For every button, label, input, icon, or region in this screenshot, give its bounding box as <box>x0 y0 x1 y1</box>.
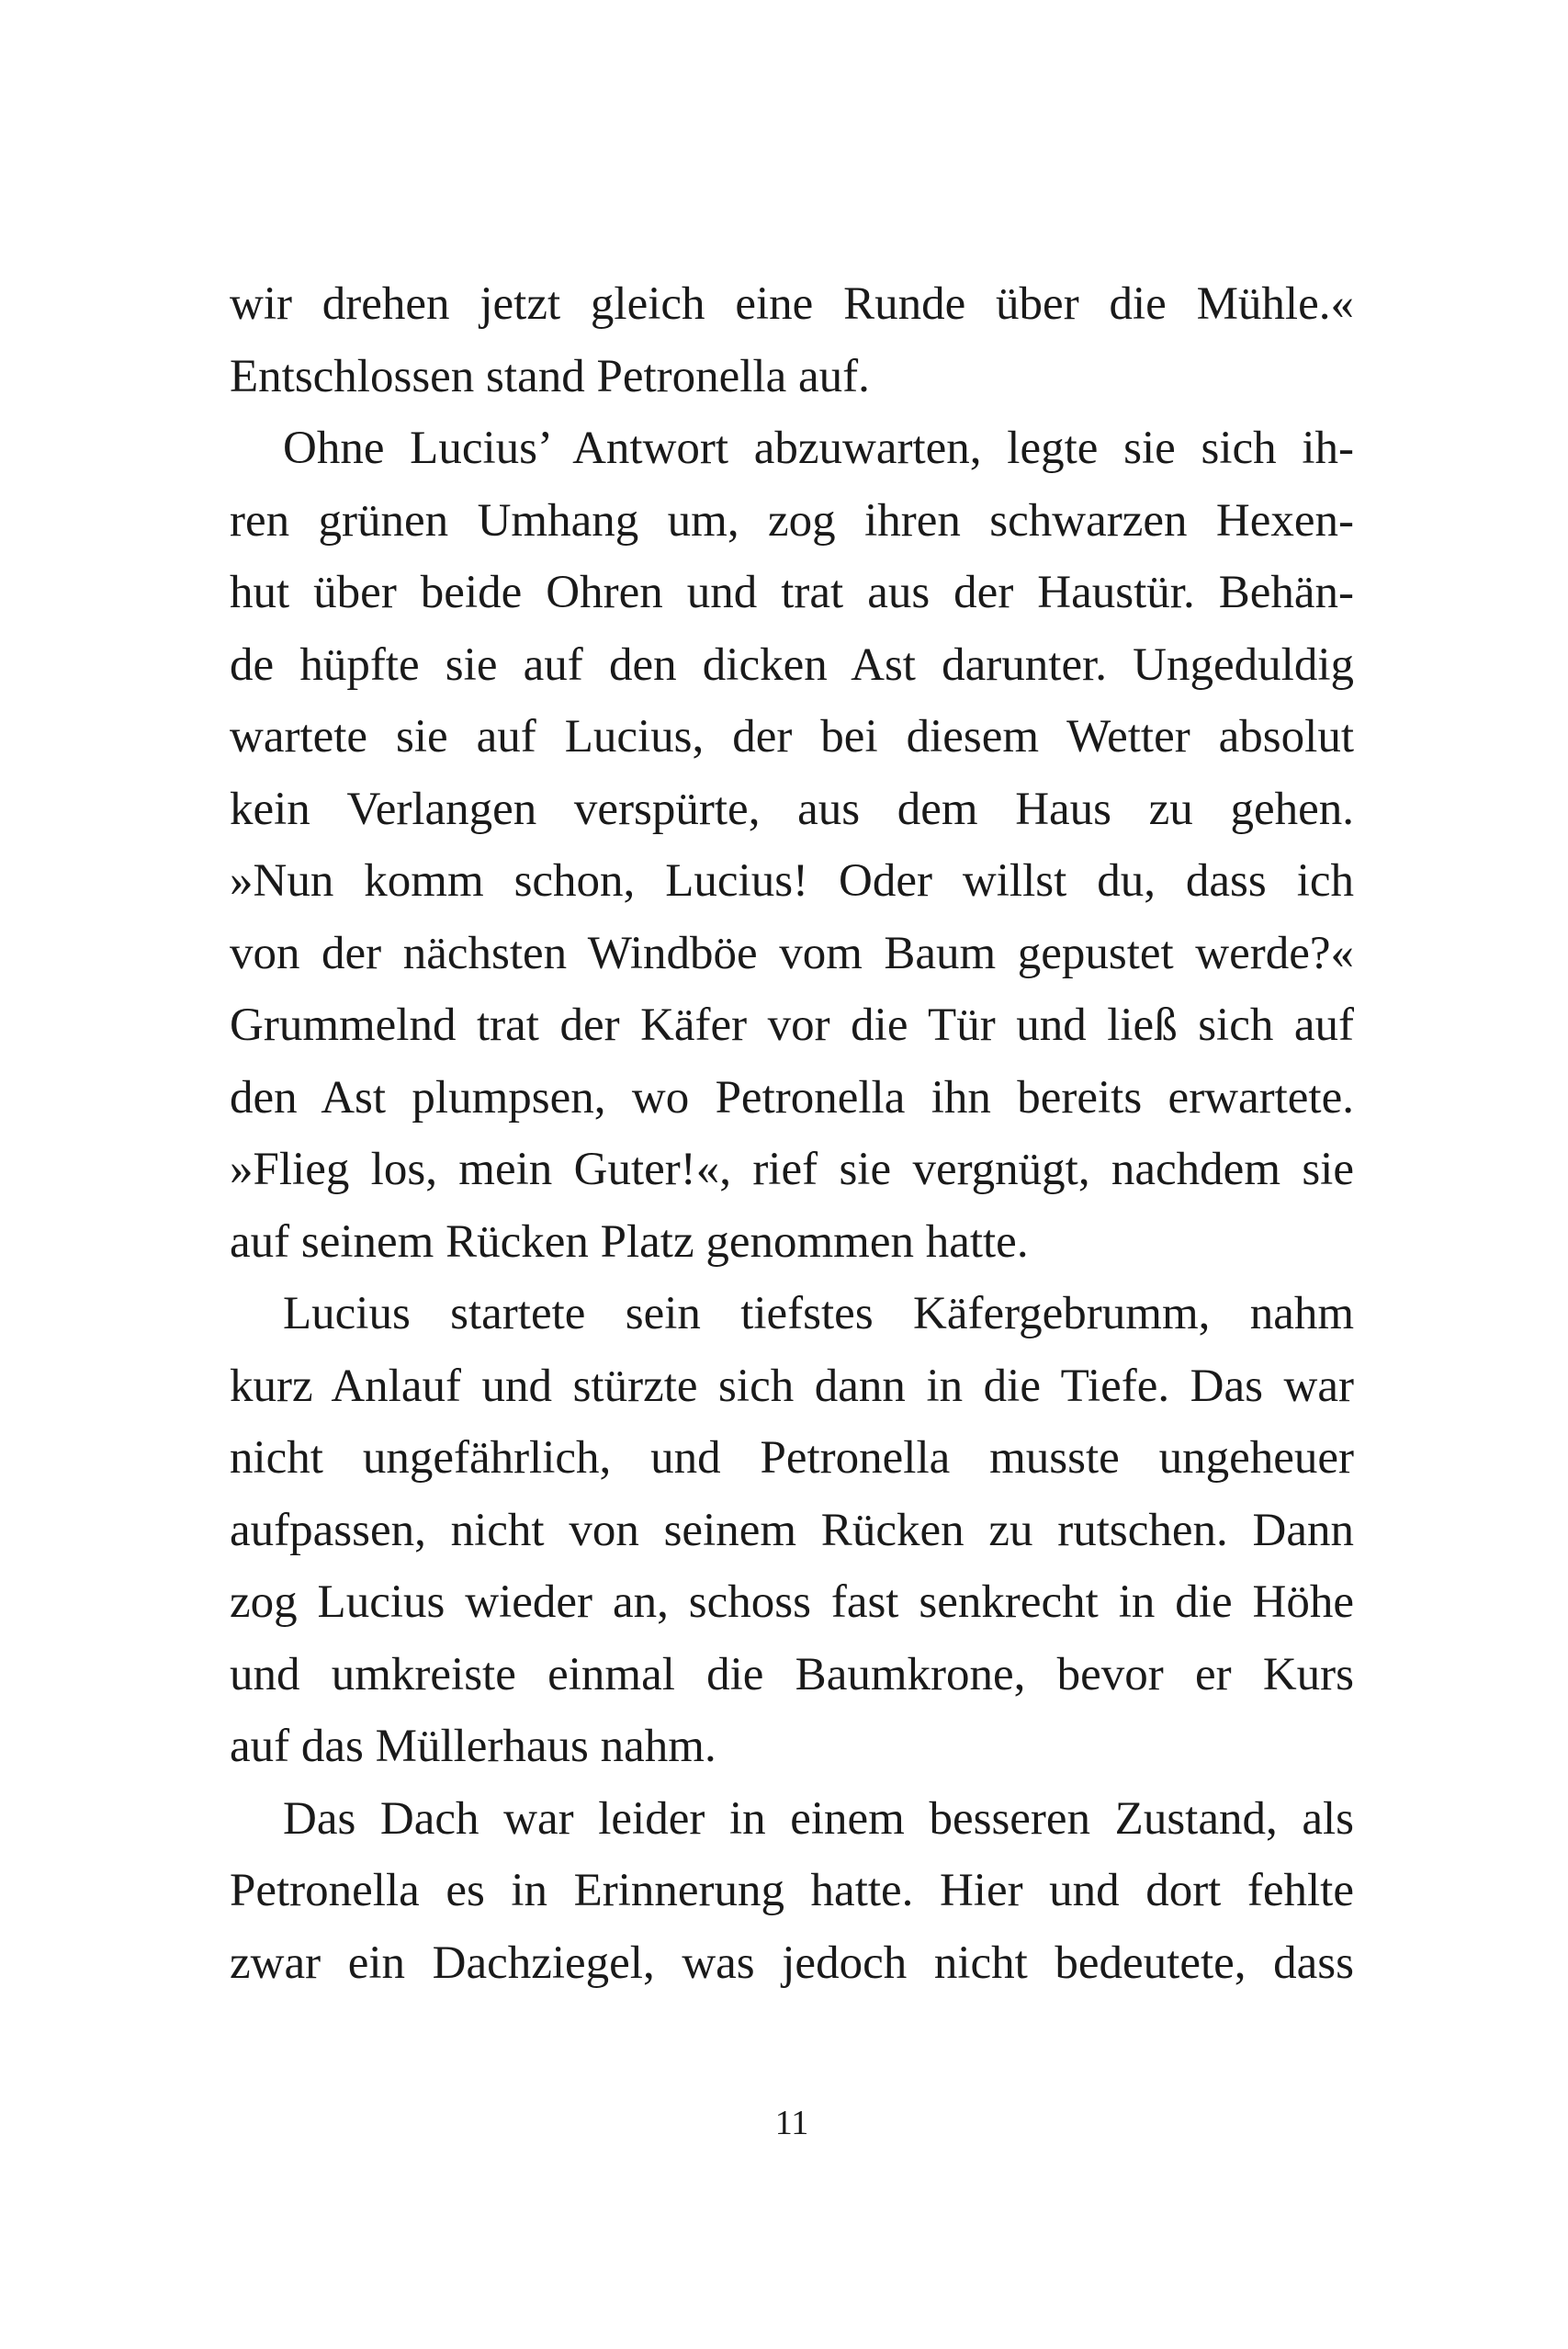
text-line: von der nächsten Windböe vom Baum gepustet werde?« <box>230 927 1354 979</box>
text-line: den Ast plumpsen, wo Petronella ihn bereits erwartete. <box>230 1071 1354 1124</box>
text-line: wartete sie auf Lucius, der bei diesem Wetter absolut <box>230 711 1354 762</box>
text-line: de hüpfte sie auf den dicken Ast darunter. Ungeduldig <box>230 638 1354 691</box>
text-line: kurz Anlauf und stürzte sich dann in die Tiefe. Das war <box>230 1360 1354 1412</box>
text-line: »Nun komm schon, Lucius! Oder willst du, dass ich <box>230 855 1354 907</box>
text-line: nicht ungefährlich, und Petronella musste ungeheuer <box>230 1432 1354 1484</box>
text-line: hut über beide Ohren und trat aus der Haustür. Behän- <box>230 567 1354 618</box>
text-line: ren grünen Umhang um, zog ihren schwarzen Hexen- <box>230 494 1354 547</box>
text-line: Entschlossen stand Petronella auf. <box>230 350 870 402</box>
text-line: Ohne Lucius’ Antwort abzuwarten, legte sie sich ih- <box>283 423 1354 474</box>
page-number: 11 <box>774 2104 809 2142</box>
text-line: auf seinem Rücken Platz genommen hatte. <box>230 1215 1029 1268</box>
text-line: Lucius startete sein tiefstes Käfergebrumm, nahm <box>283 1288 1354 1339</box>
text-line: Petronella es in Erinnerung hatte. Hier und dort fehlte <box>230 1865 1354 1916</box>
text-line: kein Verlangen verspürte, aus dem Haus zu gehen. <box>230 783 1354 835</box>
text-line: auf das Müllerhaus nahm. <box>230 1721 716 1772</box>
text-line: Das Dach war leider in einem besseren Zustand, als <box>283 1792 1354 1845</box>
book-page <box>230 0 1354 2349</box>
text-line: und umkreiste einmal die Baumkrone, bevor er Kurs <box>230 1648 1354 1700</box>
text-line: zwar ein Dachziegel, was jedoch nicht bedeutete, dass <box>230 1937 1354 1989</box>
body-text <box>230 268 1354 1999</box>
text-line: aufpassen, nicht von seinem Rücken zu rutschen. Dann <box>230 1504 1354 1556</box>
text-line: Grummelnd trat der Käfer vor die Tür und ließ sich auf <box>230 999 1354 1051</box>
text-line: zog Lucius wieder an, schoss fast senkrecht in die Höhe <box>230 1576 1354 1628</box>
text-line: »Flieg los, mein Guter!«, rief sie vergnügt, nachdem sie <box>230 1144 1354 1195</box>
text-line: wir drehen jetzt gleich eine Runde über die Mühle.« <box>230 278 1354 330</box>
